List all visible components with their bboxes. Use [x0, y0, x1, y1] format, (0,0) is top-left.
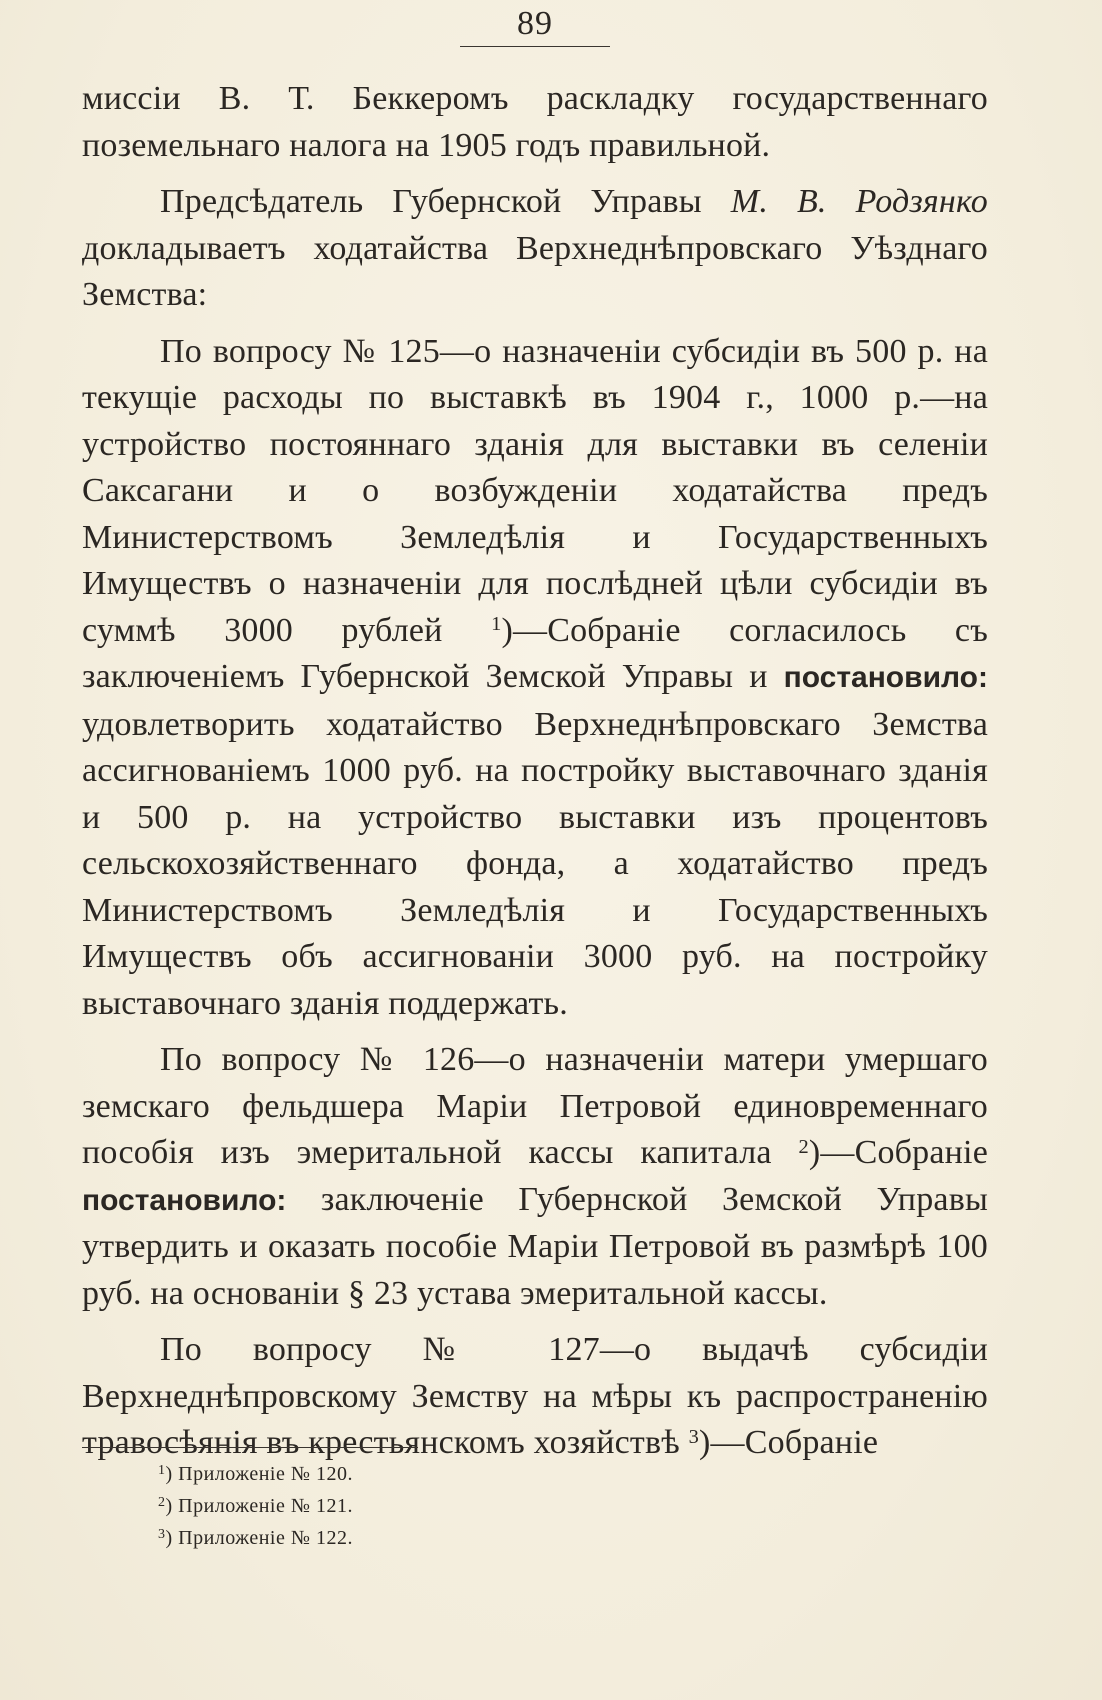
footnote-2-mark: 2	[158, 1495, 166, 1511]
q127-after: )—Собраніе	[699, 1424, 879, 1461]
header-rule	[460, 46, 610, 47]
paragraph-2-after: докладываетъ ходатайства Верхнеднѣпровскаго Уѣзднаго Земства:	[82, 229, 988, 313]
paragraph-2	[82, 179, 988, 319]
q125-after: удовлетворить ходатайство Верхнеднѣпровскаго Земства ассигнованіемъ 1000 руб. на постройку выставочнаго зданія и 500 р. на устройство выставки изъ процентовъ сельскохозяйственнаго фонда, а ходатайство предъ Министерствомъ Земледѣлія и Государственныхъ Имуществъ объ ассигнованіи 3000 руб. на постройку выставочнаго зданія поддержать.	[82, 705, 988, 1022]
body-text	[82, 76, 988, 1477]
q126-resolved: постановило:	[82, 1183, 287, 1217]
paragraph-1-text: миссіи В. Т. Беккеромъ раскладку государственнаго поземельнаго налога на 1905 годъ правильной.	[82, 80, 988, 164]
paragraph-question-127	[82, 1327, 988, 1467]
footnote-1-text: ) Приложеніе № 120.	[165, 1463, 353, 1485]
paragraph-question-125	[82, 329, 988, 1028]
chairman-name: М. В. Родзянко	[730, 183, 988, 220]
q126-middle: )—Собраніе	[808, 1134, 988, 1171]
footnote-1-mark: 1	[158, 1463, 166, 1479]
paragraph-2-before: Предсѣдатель Губернской Управы	[160, 183, 731, 220]
footnote-2	[158, 1490, 758, 1522]
footnote-1	[158, 1458, 758, 1490]
footnote-3-text: ) Приложеніе № 122.	[165, 1527, 353, 1549]
paragraph-question-126	[82, 1037, 988, 1317]
paragraph-1	[82, 76, 988, 169]
q127-before: По вопросу № 127—о выдачѣ субсидіи Верхнеднѣпровскому Земству на мѣры къ распространенію травосѣянія въ крестьянскомъ хозяйствѣ	[82, 1331, 988, 1461]
footnote-ref-1: 1	[491, 613, 502, 636]
q126-after: заключеніе Губернской Земской Управы утвердить и оказать пособіе Маріи Петровой въ размѣрѣ 100 руб. на основаніи § 23 устава эмеритальной кассы.	[82, 1180, 988, 1312]
footnote-3-mark: 3	[158, 1527, 166, 1543]
q125-middle: )—Собраніе согласилось съ заключеніемъ Губернской Земской Управы и	[82, 611, 988, 695]
footnote-3	[158, 1522, 758, 1554]
footnote-rule	[82, 1447, 418, 1448]
q126-before: По вопросу № 126—о назначеніи матери умершаго земскаго фельдшера Маріи Петровой единовременнаго пособія изъ эмеритальной кассы капитала	[82, 1041, 988, 1171]
q125-before: По вопросу № 125—о назначеніи субсидіи въ 500 р. на текущіе расходы по выставкѣ въ 1904 г., 1000 р.—на устройство постояннаго зданія для выставки въ селеніи Саксагани и о возбужденіи ходатайства предъ Министерствомъ Земледѣлія и Государственныхъ Имуществъ о назначеніи для послѣдней цѣли субсидіи въ суммѣ 3000 рублей	[82, 332, 988, 649]
footnote-ref-3: 3	[688, 1425, 700, 1448]
footnote-2-text: ) Приложеніе № 121.	[165, 1495, 353, 1517]
footnotes	[158, 1458, 758, 1554]
q125-resolved: постановило:	[783, 661, 988, 694]
page-number: 89	[517, 5, 553, 42]
footnote-ref-2: 2	[798, 1135, 809, 1158]
